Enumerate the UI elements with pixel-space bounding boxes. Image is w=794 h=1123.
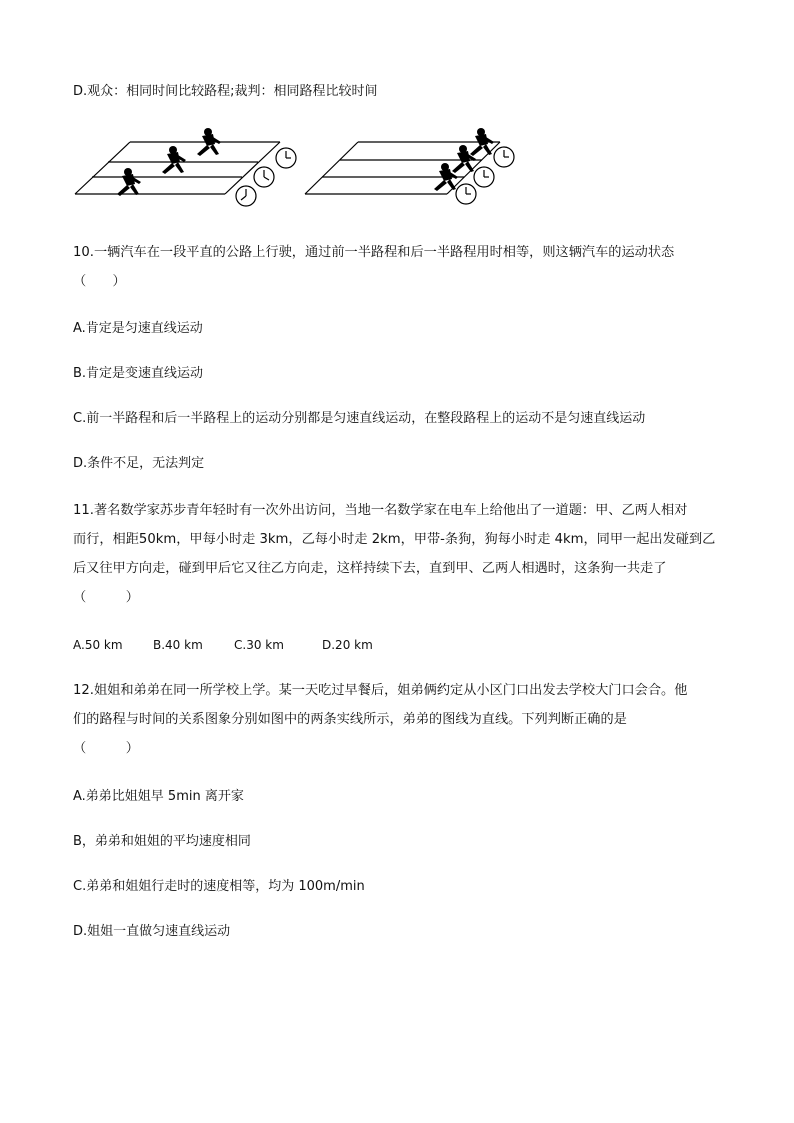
q11-stem-line: （ ） xyxy=(73,590,139,605)
left-stopwatches xyxy=(236,148,296,206)
q11-options xyxy=(73,638,373,652)
q12-stem-line: （ ） xyxy=(73,741,139,756)
q12-stem xyxy=(73,676,721,763)
stopwatch-icon xyxy=(456,184,476,204)
q10-option-b: B.肯定是变速直线运动 xyxy=(73,366,204,381)
q11-stem-line: 而行，相距50km，甲每小时走 3km，乙每小时走 2km，甲带-条狗，狗每小时走 4km，同甲一起出发碰到乙 xyxy=(73,532,716,547)
q10-stem-line: 10.一辆汽车在一段平直的公路上行驶，通过前一半路程和后一半路程用时相等，则这辆汽车的运动状态 xyxy=(73,245,675,260)
q11-option-a: A.50 km xyxy=(73,638,123,652)
q10-stem xyxy=(73,238,721,296)
q12-option-d: D.姐姐一直做匀速直线运动 xyxy=(73,924,231,939)
q10-option-d: D.条件不足，无法判定 xyxy=(73,456,205,471)
runner-icon xyxy=(117,168,141,196)
runner-icon xyxy=(452,145,476,173)
q10-stem-line: （ ） xyxy=(73,274,126,289)
q12-option-c: C.弟弟和姐姐行走时的速度相等，均为 100m/min xyxy=(73,879,365,894)
q10-option-a: A.肯定是匀速直线运动 xyxy=(73,321,203,336)
stopwatch-icon xyxy=(474,167,494,187)
stopwatch-icon xyxy=(494,147,514,167)
q10-option-c: C.前一半路程和后一半路程上的运动分别都是匀速直线运动，在整段路程上的运动不是匀速直线运动 xyxy=(73,411,646,426)
stopwatch-icon xyxy=(236,186,256,206)
stopwatch-icon xyxy=(276,148,296,168)
q11-stem xyxy=(73,496,721,612)
q11-option-b: B.40 km xyxy=(153,638,203,652)
q9-option-d: D.观众：相同时间比较路程;裁判：相同路程比较时间 xyxy=(73,84,378,99)
q12-stem-line: 12.姐姐和弟弟在同一所学校上学。某一天吃过早餐后，姐弟俩约定从小区门口出发去学校大门口会合。他 xyxy=(73,683,688,698)
q12-option-a: A.弟弟比姐姐早 5min 离开家 xyxy=(73,789,244,804)
race-track-figure xyxy=(70,122,520,212)
q11-stem-line: 后又往甲方向走，碰到甲后它又往乙方向走，这样持续下去，直到甲、乙两人相遇时，这条狗一共走了 xyxy=(73,561,667,576)
q12-stem-line: 们的路程与时间的关系图象分别如图中的两条实线所示，弟弟的图线为直线。下列判断正确的是 xyxy=(73,712,627,727)
stopwatch-icon xyxy=(254,167,274,187)
q11-stem-line: 11.著名数学家苏步青年轻时有一次外出访问，当地一名数学家在电车上给他出了一道题：甲、乙两人相对 xyxy=(73,503,688,518)
q11-option-d: D.20 km xyxy=(322,638,373,652)
runner-icon xyxy=(162,146,186,174)
q12-option-b: B，弟弟和姐姐的平均速度相同 xyxy=(73,834,251,849)
q11-option-c: C.30 km xyxy=(234,638,284,652)
